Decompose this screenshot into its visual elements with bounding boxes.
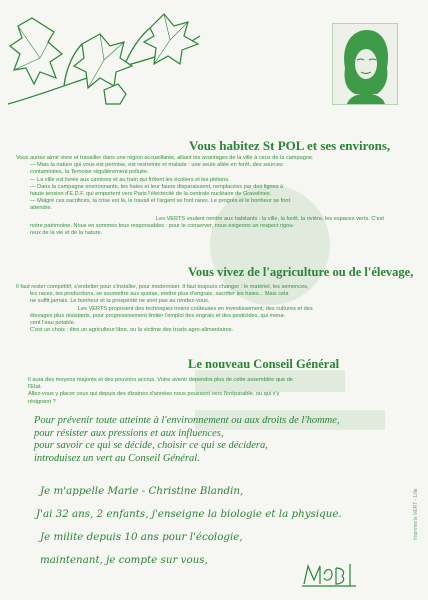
section-st-pol-text xyxy=(16,155,416,237)
paragraph-line: — Malgré ces sacrifices, la crise est là, le travail et l'argent se font rares. Le progrès et le bonheur se font xyxy=(30,198,291,205)
portrait-sketch-icon xyxy=(333,24,397,104)
paragraph-line: notre patrimoine. Nous en sommes tous responsables : pour le conserver, nous exigeons un respect rigou- xyxy=(30,222,295,229)
manifesto-line: pour résister aux pressions et aux influences, xyxy=(34,427,224,439)
manifesto-line: introduisez un vert au Conseil Général. xyxy=(34,452,200,464)
handwritten-line: Je m'appelle Marie - Christine Blandin, xyxy=(40,485,244,497)
section-agriculture-text xyxy=(16,284,416,334)
paragraph-line: les races, les productions, se soumettre aux quotas, mettre plus d'engrais, sacrifier les haies... Mais cela xyxy=(30,291,289,298)
paragraph-line: C'est un choix : être un agriculteur libre, ou la victime des trusts agro-alimentaires. xyxy=(30,327,234,334)
heading-agriculture: Vous vivez de l'agriculture ou de l'élevage, xyxy=(188,265,414,279)
handwritten-signature xyxy=(300,560,360,588)
paragraph-line: Il aura des moyens majorés et des pouvoirs accrus. Votre avenir dépendra plus de cette assemblée que de xyxy=(28,377,293,383)
paragraph-line: attendre. xyxy=(30,205,53,212)
candidate-portrait xyxy=(332,23,398,105)
paragraph-line: reux de la vie et de la nature. xyxy=(30,230,103,237)
manifesto-line: pour savoir ce qui se décide, choisir ce qui se décidera, xyxy=(34,440,268,451)
handwritten-line: J'ai 32 ans, 2 enfants, j'enseigne la biologie et la physique. xyxy=(36,508,342,520)
handwritten-message xyxy=(36,480,342,572)
paragraph-line: — Dans la campagne environnante, les haies et leur faune disparaissent, remplacées par des lignes à xyxy=(30,183,284,190)
paragraph-line: — Mais la nature qui vous est permise, est restreinte et malade : une seule allée en forêt, des sources xyxy=(30,162,283,169)
paragraph-line: l'Etat. xyxy=(28,384,42,391)
paragraph-line: Il faut rester compétitif, s'endetter pour s'installer, pour moderniser. Il faut toujours changer : le matériel, les semences, xyxy=(16,284,309,290)
paragraph-line: contaminées, la Ternoise régulièrement polluée. xyxy=(30,169,149,176)
section-conseil-text xyxy=(28,377,418,406)
heading-conseil-general: Le nouveau Conseil Général xyxy=(188,357,340,371)
manifesto-line: Pour prévenir toute atteinte à l'environnement ou aux droits de l'homme, xyxy=(34,415,340,426)
heading-st-pol: Vous habitez St POL et ses environs, xyxy=(189,138,391,153)
paragraph-line: Les VERTS proposent des techniques moins coûteuses en investissement, des cultures et des xyxy=(78,305,313,312)
printer-imprint: Imprimerie VERT - Lille xyxy=(413,488,419,540)
paragraph-line: — La ville est livrée aux camions et au train qui frôlent les écoliers et les piétons. xyxy=(30,176,230,183)
paragraph-line: cent l'eau potable. xyxy=(30,320,76,327)
paragraph-line: Allez-vous y placer ceux qui depuis des dizaines d'années nous poussent vers l'irréparable, ou qui s'y xyxy=(28,391,280,398)
paragraph-line: ne suffit jamais. Le bonheur et la prospérité ne sont pas au rendez-vous. xyxy=(30,298,210,305)
paragraph-line: élevages plus résistants, pour progressivement limiter l'emploi des engrais et des pesticides, qui mena- xyxy=(30,312,286,319)
handwritten-line: Je milite depuis 10 ans pour l'écologie, xyxy=(40,531,243,543)
paragraph-line: haute tension d'E.D.F. qui emportent vers Paris l'électricité de la centrale nucléaire de Gravelines. xyxy=(30,191,272,198)
paragraph-line: Vous auriez aimé vivre et travailler dans une région accueillante, alliant les avantages de la ville à ceux de la campagne. xyxy=(16,155,314,161)
handwritten-line: maintenant, je compte sur vous, xyxy=(40,554,208,566)
leaf-branch-illustration xyxy=(4,8,204,110)
manifesto-text xyxy=(34,415,340,465)
paragraph-line: Les VERTS veulent rendre aux habitants : la ville, la forêt, la rivière, les espaces verts. C'est xyxy=(156,215,384,222)
paragraph-line: résignent ? xyxy=(28,398,56,405)
